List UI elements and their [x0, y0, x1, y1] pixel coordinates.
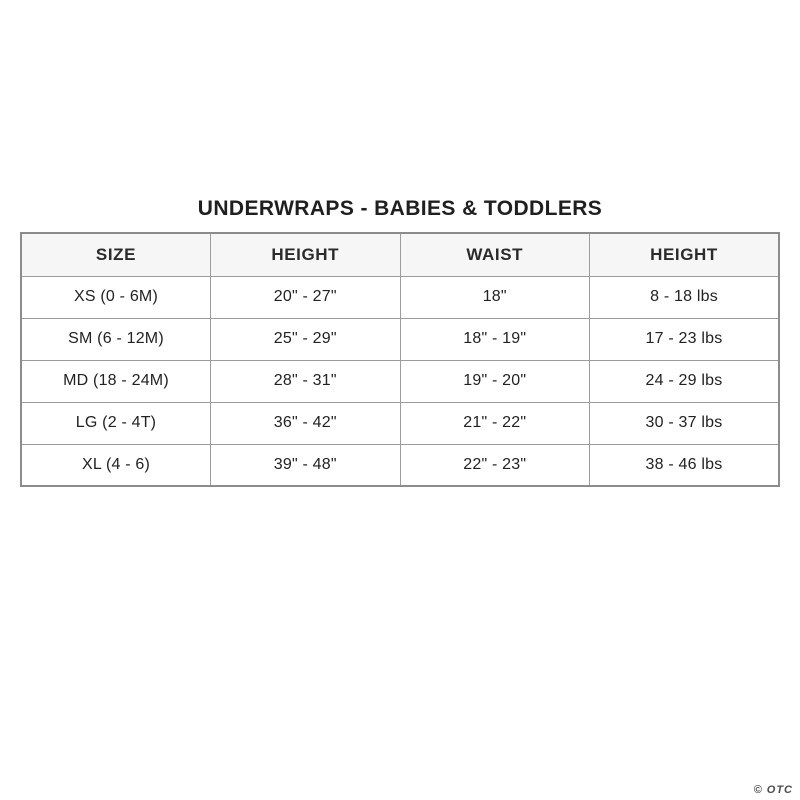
table-cell: 39" - 48"	[211, 444, 401, 486]
table-body	[21, 276, 779, 486]
table-cell: 25" - 29"	[211, 318, 401, 360]
table-cell: XS (0 - 6M)	[21, 276, 211, 318]
column-header: WAIST	[400, 233, 590, 276]
table-cell: 36" - 42"	[211, 402, 401, 444]
column-header: SIZE	[21, 233, 211, 276]
page-title: UNDERWRAPS - BABIES & TODDLERS	[197, 197, 603, 220]
table-cell: SM (6 - 12M)	[21, 318, 211, 360]
table-cell: 18"	[400, 276, 590, 318]
table-cell: 30 - 37 lbs	[590, 402, 780, 444]
table-cell: 21" - 22"	[400, 402, 590, 444]
table-cell: 18" - 19"	[400, 318, 590, 360]
table-cell: LG (2 - 4T)	[21, 402, 211, 444]
table-cell: 20" - 27"	[211, 276, 401, 318]
table-row	[21, 360, 779, 402]
size-chart-table	[20, 232, 780, 487]
table-cell: 8 - 18 lbs	[590, 276, 780, 318]
table-cell: 38 - 46 lbs	[590, 444, 780, 486]
table-cell: MD (18 - 24M)	[21, 360, 211, 402]
table-row	[21, 276, 779, 318]
table-cell: 19" - 20"	[400, 360, 590, 402]
table-row	[21, 318, 779, 360]
table-cell: XL (4 - 6)	[21, 444, 211, 486]
table-cell: 28" - 31"	[211, 360, 401, 402]
table-header-row	[21, 233, 779, 276]
table-row	[21, 402, 779, 444]
table-cell: 24 - 29 lbs	[590, 360, 780, 402]
column-header: HEIGHT	[590, 233, 780, 276]
table-row	[21, 444, 779, 486]
column-header: HEIGHT	[211, 233, 401, 276]
table-cell: 22" - 23"	[400, 444, 590, 486]
table-cell: 17 - 23 lbs	[590, 318, 780, 360]
watermark-copyright: © OTC	[753, 784, 793, 796]
